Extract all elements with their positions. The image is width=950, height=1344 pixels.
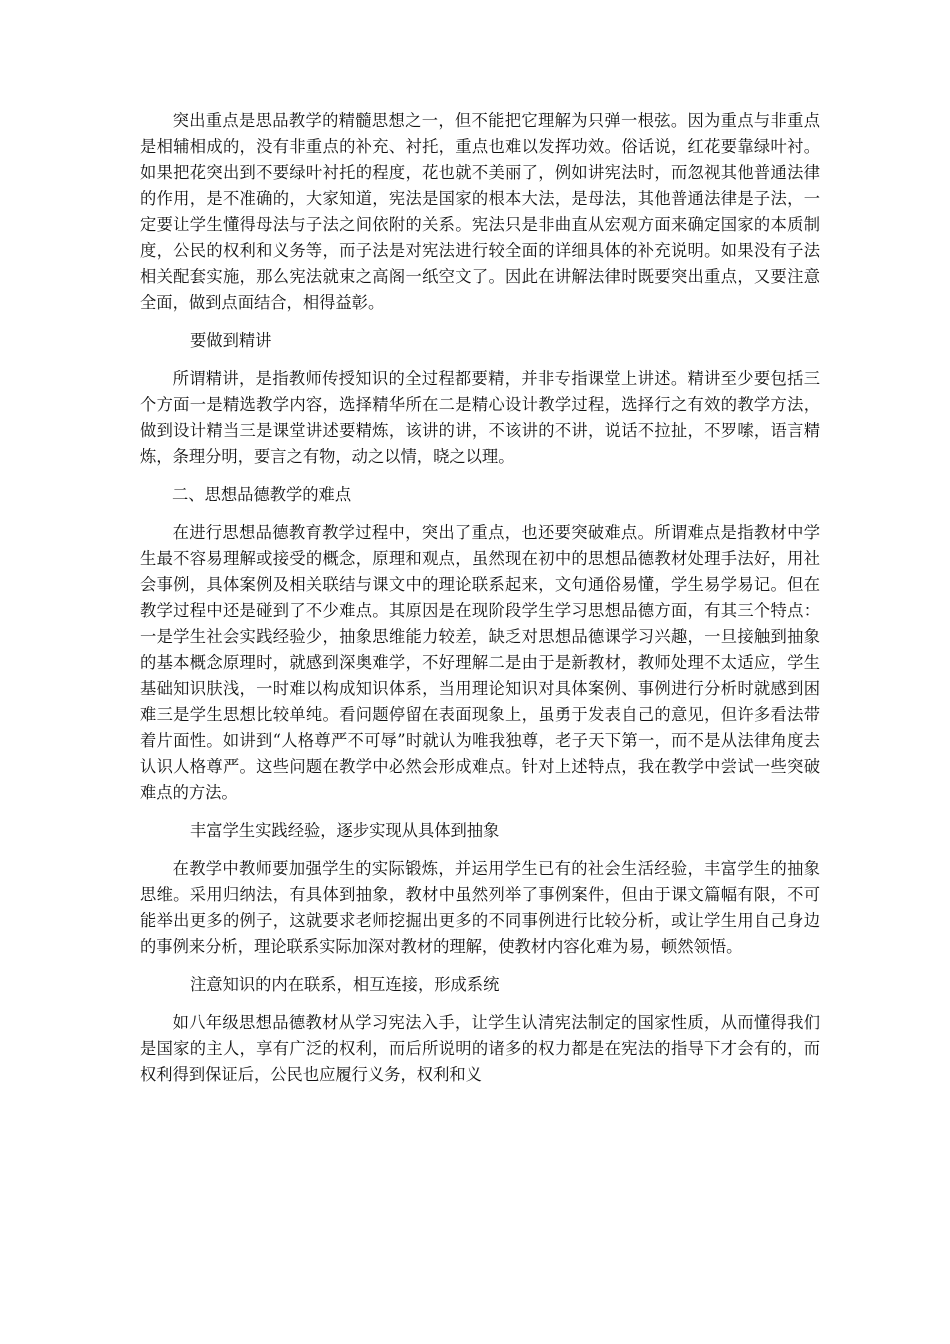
paragraph-practical-experience: 在教学中教师要加强学生的实际锻炼，并运用学生已有的社会生活经验，丰富学生的抽象思维。采用归纳法，有具体到抽象，教材中虽然列举了事例案件，但由于课文篇幅有限，不可能举出更多的例子，这就要求老师挖掘出更多的不同事例进行比较分析，或让学生用自己身边的事例来分析，理论联系实际加深对教材的理解，使教材内容化难为易，顿然领悟。 <box>140 859 820 956</box>
paragraph-emphasis-focus: 突出重点是思品教学的精髓思想之一，但不能把它理解为只弹一根弦。因为重点与非重点是相辅相成的，没有非重点的补充、衬托，重点也难以发挥功效。俗话说，红花要靠绿叶衬。如果把花突出到不要绿叶衬托的程度，花也就不美丽了，例如讲宪法时，而忽视其他普通法律的作用，是不准确的，大家知道，宪法是国家的根本大法，是母法，其他普通法律是子法，一定要让学生懂得母法与子法之间依附的关系。宪法只是非曲直从宏观方面来确定国家的本质制度，公民的权利和义务等，而子法是对宪法进行较全面的详细具体的补充说明。如果没有子法相关配套实施，那么宪法就束之高阁一纸空文了。因此在讲解法律时既要突出重点，又要注意全面，做到点面结合，相得益彰。 <box>140 111 820 312</box>
paragraph-difficulties: 在进行思想品德教育教学过程中，突出了重点，也还要突破难点。所谓难点是指教材中学生最不容易理解或接受的概念，原理和观点，虽然现在初中的思想品德教材处理手法好，用社会事例，具体案例及相关联结与课文中的理论联系起来，文句通俗易懂，学生易学易记。但在教学过程中还是碰到了不少难点。其原因是在现阶段学生学习思想品德方面，有其三个特点：一是学生社会实践经验少，抽象思维能力较差，缺乏对思想品德课学习兴趣，一旦接触到抽象的基本概念原理时，就感到深奥难学，不好理解二是由于是新教材，教师处理不太适应，学生基础知识肤浅，一时难以构成知识体系，当用理论知识对具体案例、事例进行分析时就感到困难三是学生思想比较单纯。看问题停留在表面现象上，虽勇于发表自己的意见，但许多看法带着片面性。如讲到“人格尊严不可辱”时就认为唯我独尊，老子天下第一，而不是从法律角度去认识人格尊严。这些问题在教学中必然会形成难点。针对上述特点，我在教学中尝试一些突破难点的方法。 <box>140 523 820 802</box>
heading-concise-teaching: 要做到精讲 <box>190 331 272 350</box>
heading-difficulties: 二、思想品德教学的难点 <box>172 485 352 504</box>
heading-practical-experience: 丰富学生实践经验，逐步实现从具体到抽象 <box>190 821 500 840</box>
paragraph-concise-teaching: 所谓精讲，是指教师传授知识的全过程都要精，并非专指课堂上讲述。精讲至少要包括三个方面一是精选教学内容，选择精华所在二是精心设计教学过程，选择行之有效的教学方法，做到设计精当三是课堂讲述要精炼，该讲的讲，不该讲的不讲，说话不拉扯，不罗嗦，语言精炼，条理分明，要言之有物，动之以情，晓之以理。 <box>140 369 820 466</box>
heading-knowledge-connection: 注意知识的内在联系，相互连接，形成系统 <box>190 975 500 994</box>
paragraph-knowledge-connection: 如八年级思想品德教材从学习宪法入手，让学生认清宪法制定的国家性质，从而懂得我们是国家的主人，享有广泛的权利，而后所说明的诸多的权力都是在宪法的指导下才会有的，而权利得到保证后，公民也应履行义务，权利和义 <box>140 1013 820 1084</box>
document-page <box>140 108 820 1100</box>
